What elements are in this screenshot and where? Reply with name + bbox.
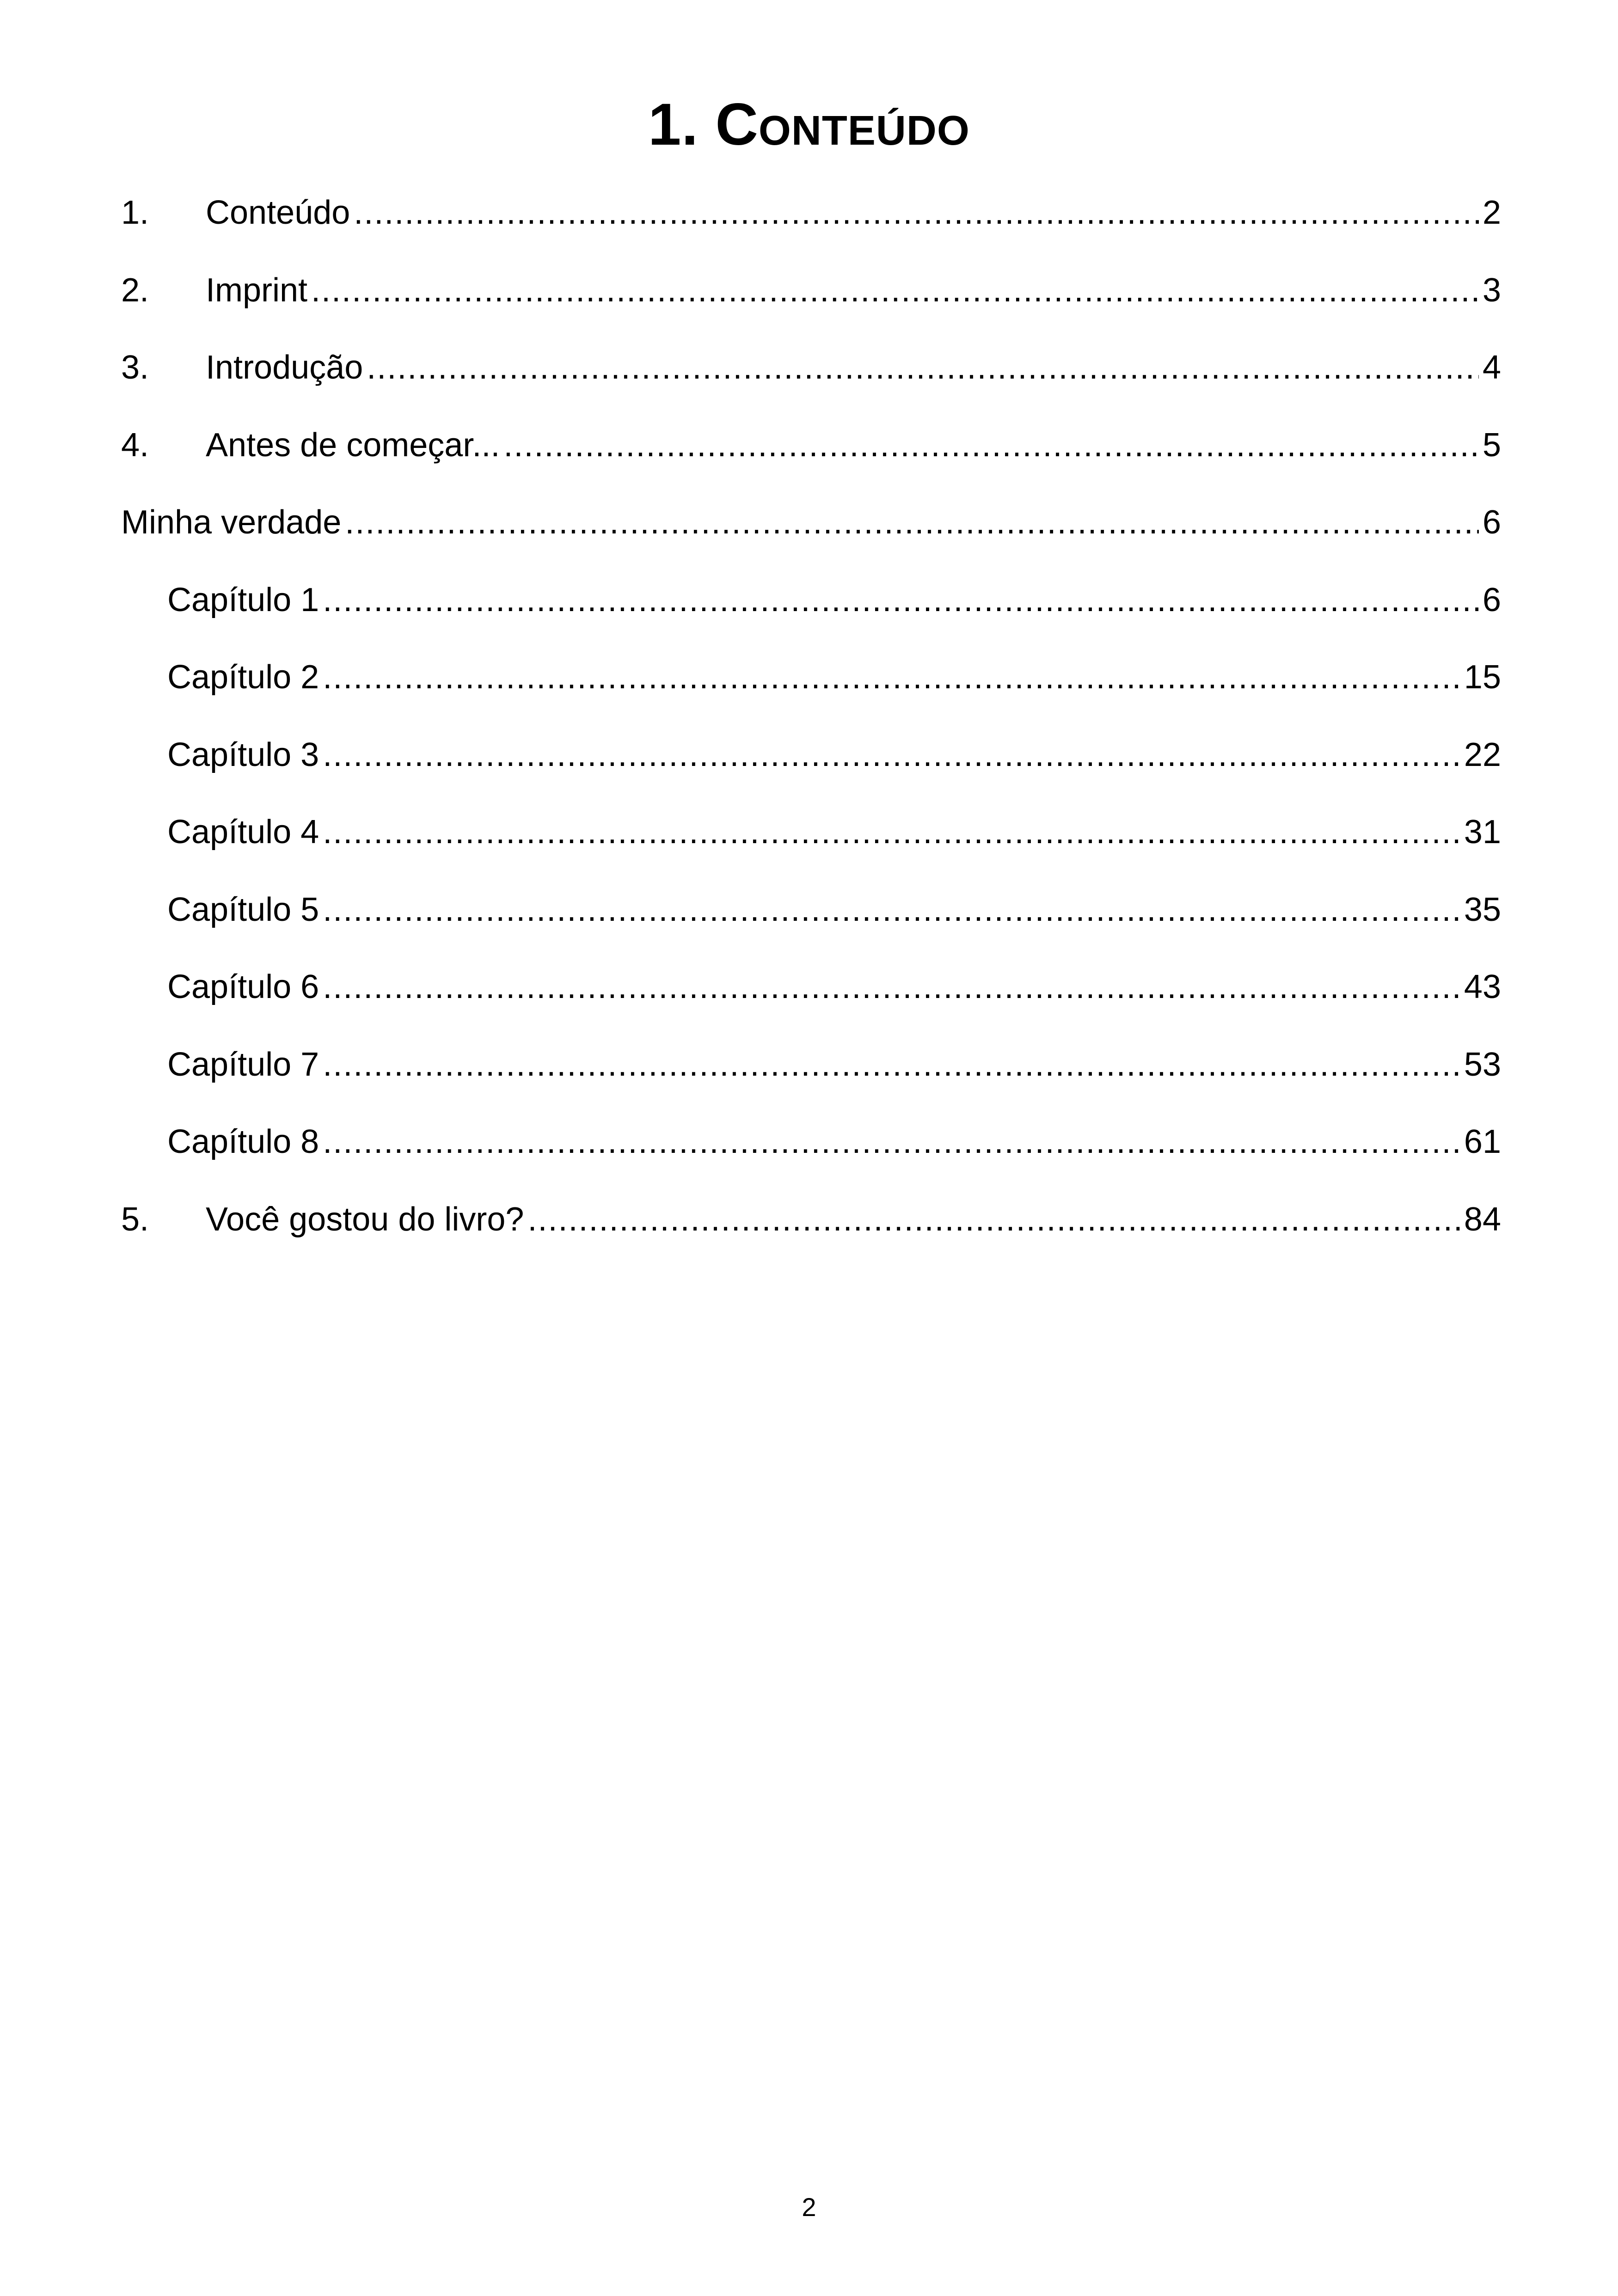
toc-dot-leader: [323, 727, 1460, 783]
toc-entry-capitulo-7[interactable]: [121, 1037, 1501, 1114]
toc-entry-label: Capítulo 3: [167, 736, 319, 773]
toc-entry-capitulo-4[interactable]: [121, 804, 1501, 882]
toc-entry-antes-de-comecar[interactable]: [121, 417, 1501, 495]
toc-entry-page: 6: [1482, 581, 1501, 618]
toc-dot-leader: [323, 572, 1479, 628]
toc-entry-label: Você gostou do livro?: [206, 1200, 524, 1238]
toc-dot-leader: [367, 340, 1479, 395]
toc-entry-capitulo-1[interactable]: [121, 572, 1501, 650]
toc-entry-page: 84: [1464, 1200, 1501, 1238]
toc-entry-label: Capítulo 5: [167, 891, 319, 928]
toc-entry-voce-gostou[interactable]: [121, 1192, 1501, 1269]
toc-dot-leader: [323, 804, 1460, 860]
toc-entry-capitulo-5[interactable]: [121, 882, 1501, 960]
toc-entry-minha-verdade[interactable]: [121, 495, 1501, 572]
toc-entry-label: Minha verdade: [121, 504, 342, 541]
toc-dot-leader: [323, 649, 1460, 705]
toc-dot-leader: [323, 882, 1460, 937]
toc-dot-leader: [323, 1114, 1460, 1169]
toc-entry-label: Capítulo 1: [167, 581, 319, 618]
toc-entry-label: Capítulo 4: [167, 814, 319, 851]
toc-dot-leader: [527, 1192, 1460, 1247]
toc-entry-label: Introdução: [206, 349, 363, 386]
toc-entry-page: 53: [1464, 1046, 1501, 1083]
page-title: 1. Conteúdo: [648, 92, 970, 158]
toc-entry-capitulo-8[interactable]: [121, 1114, 1501, 1192]
toc-dot-leader: [323, 959, 1460, 1015]
toc-entry-page: 43: [1464, 968, 1501, 1005]
toc-entry-introducao[interactable]: [121, 340, 1501, 417]
toc-entry-page: 35: [1464, 891, 1501, 928]
toc-entry-page: 4: [1482, 349, 1501, 386]
toc-entry-label: Conteúdo: [206, 194, 350, 231]
toc-entry-page: 2: [1482, 194, 1501, 231]
toc-entry-number: 2.: [121, 271, 149, 309]
toc-entry-imprint[interactable]: [121, 263, 1501, 340]
toc-dot-leader: [323, 1037, 1460, 1092]
toc-entry-label: Capítulo 8: [167, 1123, 319, 1160]
toc-entry-capitulo-3[interactable]: [121, 727, 1501, 805]
toc-entry-label: Capítulo 7: [167, 1046, 319, 1083]
toc-entry-page: 3: [1482, 271, 1501, 309]
toc-entry-number: 1.: [121, 194, 149, 231]
toc-entry-number: 3.: [121, 349, 149, 386]
toc-entry-number: 4.: [121, 426, 149, 464]
toc-entry-page: 15: [1464, 659, 1501, 696]
toc-entry-capitulo-6[interactable]: [121, 959, 1501, 1037]
toc-entry-conteudo[interactable]: [121, 185, 1501, 263]
toc-entry-label: Capítulo 6: [167, 968, 319, 1005]
page-number: 2: [802, 2192, 816, 2222]
table-of-contents: [121, 185, 1501, 1269]
toc-entry-page: 22: [1464, 736, 1501, 773]
toc-entry-capitulo-2[interactable]: [121, 649, 1501, 727]
toc-entry-page: 6: [1482, 504, 1501, 541]
toc-entry-page: 31: [1464, 814, 1501, 851]
toc-entry-label: Capítulo 2: [167, 659, 319, 696]
toc-entry-number: 5.: [121, 1200, 149, 1238]
toc-entry-label: Imprint: [206, 271, 308, 309]
toc-entry-label: Antes de começar...: [206, 426, 500, 464]
toc-dot-leader: [311, 263, 1479, 318]
toc-dot-leader: [354, 185, 1479, 240]
toc-entry-page: 5: [1482, 426, 1501, 464]
toc-entry-page: 61: [1464, 1123, 1501, 1160]
toc-dot-leader: [503, 417, 1479, 473]
toc-dot-leader: [345, 495, 1479, 550]
